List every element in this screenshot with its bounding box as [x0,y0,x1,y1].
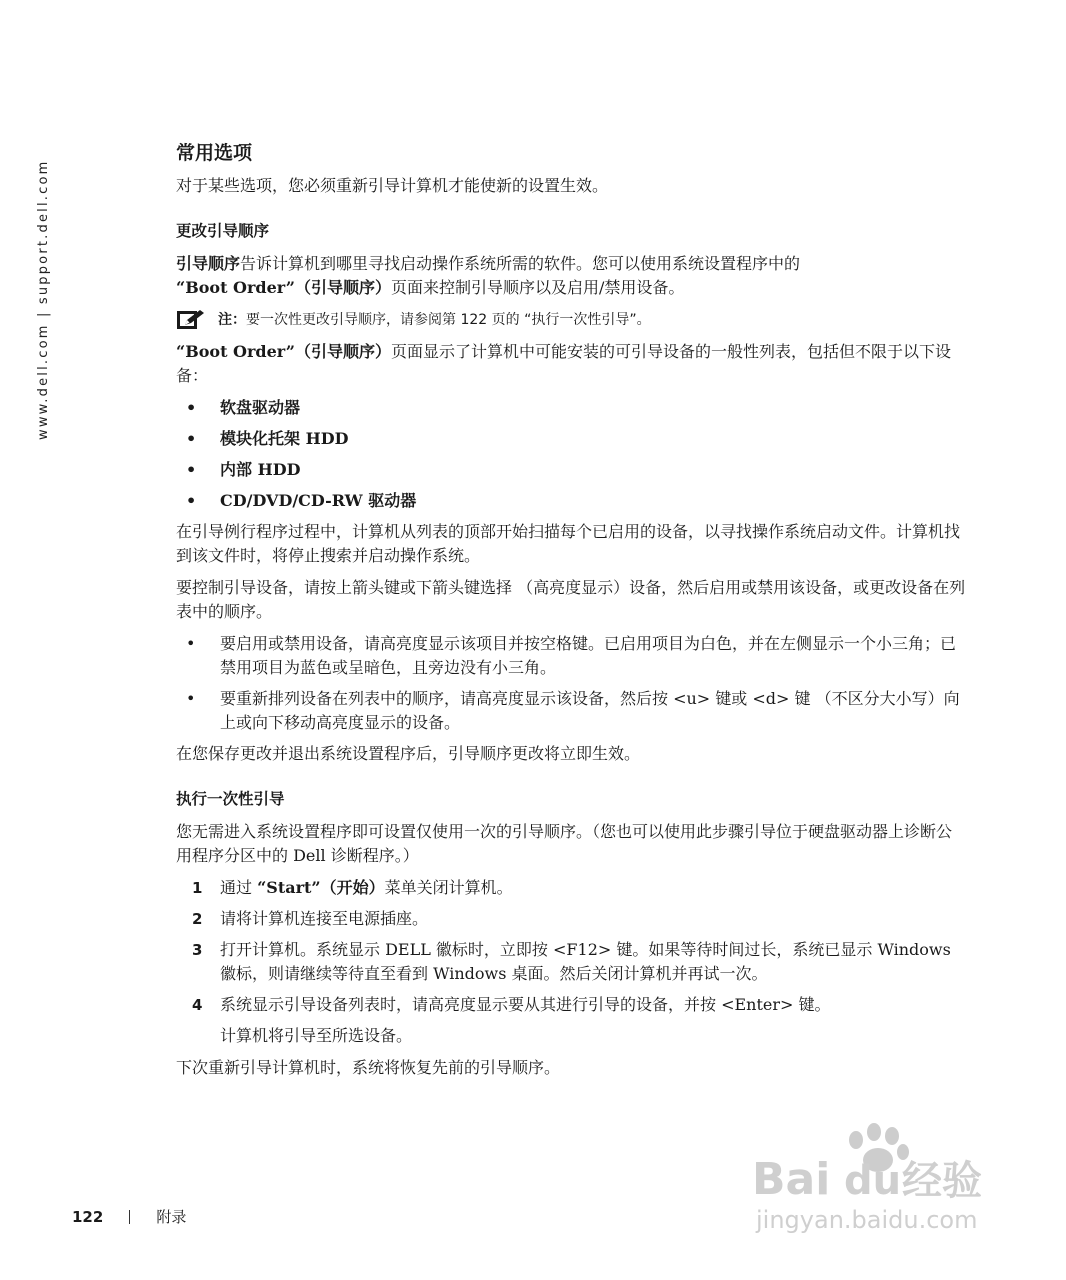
step4-text: 系统显示引导设备列表时，请高亮度显示要从其进行引导的设备，并按 <Enter> 键。 [220,995,831,1014]
step-number: 4 [192,996,203,1014]
footer-divider [129,1210,130,1224]
tip-reorder: 要重新排列设备在列表中的顺序，请高亮度显示该设备，然后按 <u> 键或 <d> 键 （不区分大小写）向上或向下移动高亮度显示的设备。 [220,689,960,732]
one-time-boot-closing: 下次重新引导计算机时，系统将恢复先前的引导顺序。 [176,1058,561,1077]
boot-order-para2-rest: 页面显示了计算机中可能安装的可引导设备的一般性列表，包括但不限于以下设备： [176,342,952,385]
list-item [176,907,966,931]
boot-order-heading: 更改引导顺序 [176,222,270,240]
boot-order-para1-line2: 页面来控制引导顺序以及启用/禁用设备。 [391,278,685,297]
list-item [176,876,966,900]
step3-text: 打开计算机。系统显示 DELL 徽标时，立即按 <F12> 键。如果等待时间过长，系统已显示 Windows 徽标，则请继续等待直至看到 Windows 桌面。然后关闭计算机并再试一次。 [220,940,951,983]
step-number: 3 [192,941,203,959]
intro-text: 对于某些选项，您必须重新引导计算机才能使新的设置生效。 [176,176,609,195]
page-number: 122 [72,1208,104,1226]
watermark-brand2: du [844,1158,902,1204]
boot-order-page-name-2: “Boot Order”（引导顺序） [176,342,391,361]
step2-text: 请将计算机连接至电源插座。 [220,909,429,928]
list-item: • CD/DVD/CD-RW 驱动器 [186,491,417,510]
device-floppy: 软盘驱动器 [220,398,301,417]
baidu-watermark-logo [752,1118,1002,1238]
boot-order-para1 [176,252,966,300]
boot-order-page-name: “Boot Order”（引导顺序） [176,278,391,297]
step-number: 1 [192,879,203,897]
note-pencil-icon [176,309,206,331]
boot-order-para4: 要控制引导设备，请按上箭头键或下箭头键选择 （高亮度显示）设备，然后启用或禁用该设备，或更改设备在列表中的顺序。 [176,578,966,621]
list-item: • 内部 HDD [186,460,301,479]
step1-b: 菜单关闭计算机。 [384,878,513,897]
tip-enable-disable: 要启用或禁用设备，请高亮度显示该项目并按空格键。已启用项目为白色，并在左侧显示一个小三角；已禁用项目为蓝色或呈暗色，且旁边没有小三角。 [220,634,957,677]
note-label: 注： [218,312,246,328]
list-item: • 要重新排列设备在列表中的顺序，请高亮度显示该设备，然后按 <u> 键或 <d> 键 （不区分大小写）向上或向下移动高亮度显示的设备。 [186,689,960,732]
boot-order-para1-rest: 告诉计算机到哪里寻找启动操作系统所需的软件。您可以使用系统设置程序中的 [240,254,801,273]
boot-order-term: 引导顺序 [176,254,241,273]
boot-order-para2 [176,340,966,388]
note-box [176,308,966,332]
step1-start-menu: “Start”（开始） [257,878,385,897]
one-time-boot-para1: 您无需进入系统设置程序即可设置仅使用一次的引导顺序。（您也可以使用此步骤引导位于硬盘驱动器上诊断公用程序分区中的 Dell 诊断程序。） [176,822,953,865]
watermark-cn: 经验 [902,1158,982,1204]
watermark-brand: Bai [752,1154,831,1205]
boot-order-para3: 在引导例行程序过程中，计算机从列表的顶部开始扫描每个已启用的设备，以寻找操作系统启动文件。计算机找到该文件时，将停止搜索并启动操作系统。 [176,522,961,565]
list-item: • 软盘驱动器 [186,398,301,417]
step1-a: 通过 [220,878,258,897]
note-text: 要一次性更改引导顺序，请参阅第 122 页的 “执行一次性引导”。 [246,312,651,328]
list-item [176,938,966,986]
footer-section: 附录 [156,1208,187,1226]
boot-order-para5: 在您保存更改并退出系统设置程序后，引导顺序更改将立即生效。 [176,744,641,763]
device-internal-hdd: 内部 HDD [220,460,301,479]
one-time-boot-steps [176,876,966,1017]
page-footer [72,1206,186,1227]
step4-result: 计算机将引导至所选设备。 [220,1026,413,1045]
section-title: 常用选项 [176,142,253,164]
step-number: 2 [192,910,203,928]
list-item [176,993,966,1017]
device-optical-drive: CD/DVD/CD-RW 驱动器 [220,491,417,510]
page-content [176,140,966,1080]
one-time-boot-heading: 执行一次性引导 [176,790,285,808]
device-modular-bay-hdd: 模块化托架 HDD [220,429,349,448]
list-item: • 要启用或禁用设备，请高亮度显示该项目并按空格键。已启用项目为白色，并在左侧显示一个小三角；已禁用项目为蓝色或呈暗色，且旁边没有小三角。 [186,634,957,677]
device-list [176,396,966,513]
list-item: • 模块化托架 HDD [186,429,349,448]
tips-list [176,632,966,735]
side-url: www.dell.com | support.dell.com [36,159,51,440]
watermark-url: jingyan.baidu.com [756,1206,978,1234]
